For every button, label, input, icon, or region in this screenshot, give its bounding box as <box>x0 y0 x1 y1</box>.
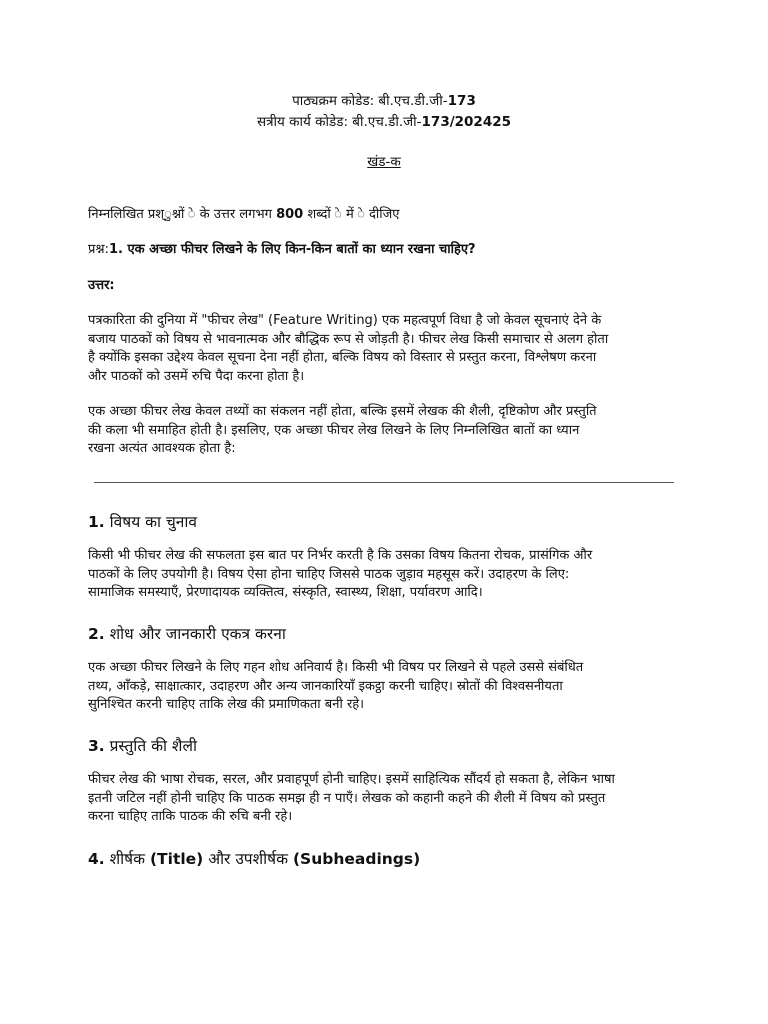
section-label: खंड-क <box>367 154 401 170</box>
section-heading-3: 3. प्रस्तुति की शैली <box>88 737 197 755</box>
section-heading-2: 2. शोध और जानकारी एकत्र करना <box>88 625 286 643</box>
intro-paragraph-2: एक अच्छा फीचर लेख केवल तथ्यों का संकलन नहीं होता, बल्कि इसमें लेखक की शैली, दृष्टिकोण और प्रस्तुति की कला भी समाहित होती है। इसलिए, एक अच्छा फीचर लेख लिखने के लिए निम्नलिखित बातों का ध्यान रखना अत्यंत आवश्यक होता है: <box>88 404 597 456</box>
course-code: पाठ्यक्रम कोडेड: बी.एच.डी.जी-173 <box>292 93 476 109</box>
section-paragraph-2: एक अच्छा फीचर लिखने के लिए गहन शोध अनिवार्य है। किसी भी विषय पर लिखने से पहले उससे संबंधित तथ्य, आँकड़े, साक्षात्कार, उदाहरण और अन्य जानकारियाँ इकट्ठा करनी चाहिए। स्रोतों की विश्वसनीयता सुनिश्चित करनी चाहिए ताकि लेख की प्रमाणिकता बनी रहे। <box>88 660 584 712</box>
section-paragraph-3: फीचर लेख की भाषा रोचक, सरल, और प्रवाहपूर्ण होनी चाहिए। इसमें साहित्यिक सौंदर्य हो सकता है, लेकिन भाषा इतनी जटिल नहीं होनी चाहिए कि पाठक समझ ही न पाएँ। लेखक को कहानी कहने की शैली में विषय को प्रस्तुत करना चाहिए ताकि पाठक की रुचि बनी रहे। <box>88 772 615 824</box>
horizontal-divider <box>94 482 674 483</box>
answer-label: उत्तर: <box>88 278 115 293</box>
assignment-code: सत्रीय कार्य कोडेड: बी.एच.डी.जी-173/202425 <box>256 114 512 130</box>
intro-paragraph-1: पत्रकारिता की दुनिया में "फीचर लेख" (Feature Writing) एक महत्वपूर्ण विधा है जो केवल सूचनाएं देने के बजाय पाठकों को विषय से भावनात्मक और बौद्धिक रूप से जोड़ती है। फीचर लेख किसी समाचार से अलग होता है क्योंकि इसका उद्देश्य केवल सूचना देना नहीं होता, बल्कि विषय को विस्तार से प्रस्तुत करना, विश्लेषण करना और पाठकों को उसमें रुचि पैदा करना होता है। <box>88 313 609 384</box>
section-heading-1: 1. विषय का चुनाव <box>88 513 198 531</box>
question: प्रश्न:1. एक अच्छा फीचर लिखने के लिए किन-किन बातों का ध्यान रखना चाहिए? <box>88 242 476 257</box>
section-paragraph-1: किसी भी फीचर लेख की सफलता इस बात पर निर्भर करती है कि उसका विषय कितना रोचक, प्रासंगिक और पाठकों के लिए उपयोगी है। विषय ऐसा होना चाहिए जिससे पाठक जुड़ाव महसूस करें। उदाहरण के लिए: सामाजिक समस्याएँ, प्रेरणादायक व्यक्तित्व, संस्कृति, स्वास्थ्य, शिक्षा, पर्यावरण आदि। <box>88 548 593 600</box>
section-heading-4: 4. शीर्षक (Title) और उपशीर्षक (Subheadings) <box>88 850 421 868</box>
instruction: निम्नलिखित प्रश्ुश्नों े के उत्तर लगभग 800 शब्दों े में े दीजिए <box>88 207 400 222</box>
